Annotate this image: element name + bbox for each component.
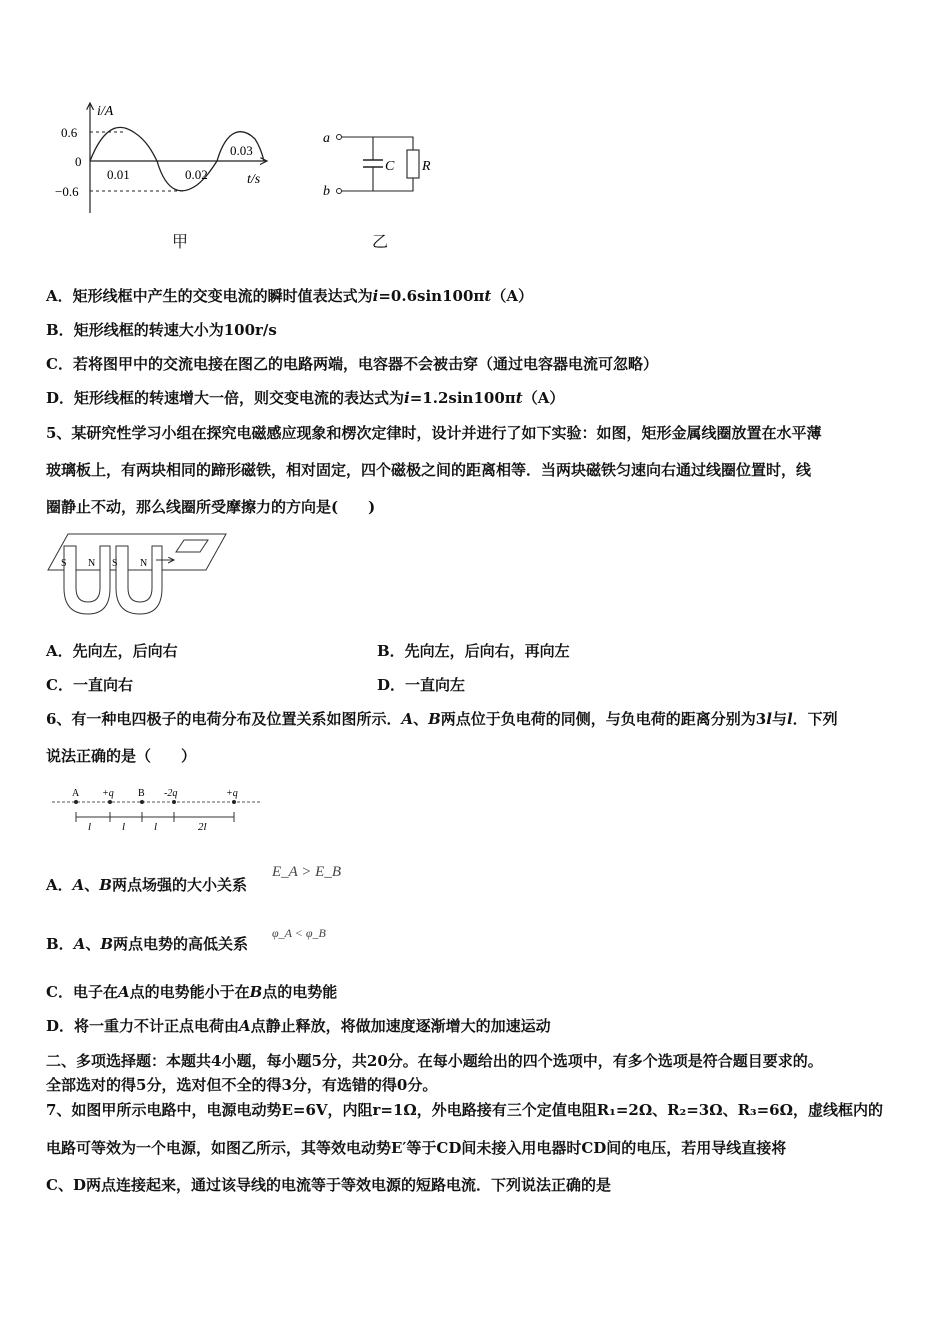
label-neg2q: -2q xyxy=(164,788,178,799)
figure-magnets xyxy=(46,526,231,621)
pole-4: N xyxy=(140,558,148,569)
q5-stem-line3: 圈静止不动，那么线圈所受摩擦力的方向是( ) xyxy=(46,498,376,516)
q6-option-c: C．电子在A点的电势能小于在B点的电势能 xyxy=(46,983,338,1001)
figure-charges xyxy=(50,785,265,835)
q6-option-b: B．A、B两点电势的高低关系 xyxy=(46,935,249,953)
x-axis-label: t/s xyxy=(247,172,261,187)
q5-option-b: B．先向左，后向右，再向左 xyxy=(377,642,570,660)
point-b-dot xyxy=(140,800,144,804)
figure-jia-caption: 甲 xyxy=(172,232,189,251)
label-b: B xyxy=(138,788,145,799)
q5-stem-line2: 玻璃板上，有两块相同的蹄形磁铁，相对固定，四个磁极之间的距离相等．当两块磁铁匀速向右通过线圈位置时，线 xyxy=(46,461,812,479)
q6-option-a: A．A、B两点场强的大小关系 xyxy=(46,876,247,894)
y-tick-zero: 0 xyxy=(75,154,82,169)
q5-option-d: D．一直向左 xyxy=(377,676,466,694)
x-tick-1: 0.01 xyxy=(107,167,130,182)
q4-option-c: C．若将图甲中的交流电接在图乙的电路两端，电容器不会被击穿（通过电容器电流可忽略） xyxy=(46,355,658,373)
q4-option-a: A．矩形线框中产生的交变电流的瞬时值表达式为i=0.6sin100πt（A） xyxy=(46,287,533,305)
q6-stem-line2: 说法正确的是（ ） xyxy=(46,747,197,765)
label-a: A xyxy=(72,788,80,799)
dist-3: l xyxy=(154,821,158,833)
terminal-a-label: a xyxy=(323,131,330,146)
q5-option-c: C．一直向右 xyxy=(46,676,133,694)
pole-1: S xyxy=(61,558,67,569)
charge-neg2q-dot xyxy=(172,800,176,804)
dist-4: 2l xyxy=(198,821,207,833)
label-q2: +q xyxy=(226,788,238,799)
q5-stem-line1: 5、某研究性学习小组在探究电磁感应现象和楞次定律时，设计并进行了如下实验：如图，矩形金属线圈放置在水平薄 xyxy=(46,424,822,442)
charge-q2-dot xyxy=(232,800,236,804)
q6-option-d: D．将一重力不计正点电荷由A点静止释放，将做加速度逐渐增大的加速运动 xyxy=(46,1017,551,1035)
wire-top xyxy=(342,137,413,150)
capacitor-label: C xyxy=(385,159,395,174)
y-axis-label: i/A xyxy=(97,104,114,119)
q6-option-b-formula: φ_A < φ_B xyxy=(272,926,326,940)
q6-option-a-formula: E_A > E_B xyxy=(272,864,342,880)
pole-2: N xyxy=(88,558,96,569)
label-q1: +q xyxy=(102,788,114,799)
y-tick-bottom: −0.6 xyxy=(55,184,79,199)
y-tick-top: 0.6 xyxy=(61,125,78,140)
terminal-b-label: b xyxy=(323,184,330,199)
wire-bottom xyxy=(342,178,413,191)
figure-yi-circuit xyxy=(315,120,445,205)
resistor xyxy=(407,150,419,178)
q5-option-a: A．先向左，后向右 xyxy=(46,642,178,660)
point-a-dot xyxy=(74,800,78,804)
q7-stem-line2: 电路可等效为一个电源，如图乙所示，其等效电动势E′等于CD间未接入用电器时CD间的电压，若用导线直接将 xyxy=(46,1139,787,1157)
terminal-a xyxy=(337,135,342,140)
x-tick-2: 0.02 xyxy=(185,167,208,182)
magnet-right xyxy=(116,546,162,614)
pole-3: S xyxy=(112,558,118,569)
q4-option-d: D．矩形线框的转速增大一倍，则交变电流的表达式为i=1.2sin100πt（A） xyxy=(46,389,565,407)
coil xyxy=(176,540,208,552)
charge-q1-dot xyxy=(108,800,112,804)
q7-stem-line3: C、D两点连接起来，通过该导线的电流等于等效电源的短路电流．下列说法正确的是 xyxy=(46,1176,611,1194)
resistor-label: R xyxy=(422,159,431,174)
q6-stem-line1: 6、有一种电四极子的电荷分布及位置关系如图所示．A、B两点位于负电荷的同侧，与负电荷的距离分别为3l与l．下列 xyxy=(46,710,838,728)
q7-stem-line1: 7、如图甲所示电路中，电源电动势E=6V，内阻r=1Ω，外电路接有三个定值电阻R₁=2Ω、R₂=3Ω、R₃=6Ω，虚线框内的 xyxy=(46,1101,883,1119)
dist-1: l xyxy=(88,821,92,833)
dist-2: l xyxy=(122,821,126,833)
magnet-left xyxy=(64,546,110,614)
x-tick-3: 0.03 xyxy=(230,143,253,158)
q4-option-b: B．矩形线框的转速大小为100r/s xyxy=(46,321,277,339)
figure-yi-caption: 乙 xyxy=(372,232,389,251)
terminal-b xyxy=(337,189,342,194)
section2-line1: 二、多项选择题：本题共4小题，每小题5分，共20分。在每小题给出的四个选项中，有多个选项是符合题目要求的。 xyxy=(46,1052,823,1070)
section2-line2: 全部选对的得5分，选对但不全的得3分，有选错的得0分。 xyxy=(46,1076,438,1094)
figure-jia-graph xyxy=(55,95,285,220)
